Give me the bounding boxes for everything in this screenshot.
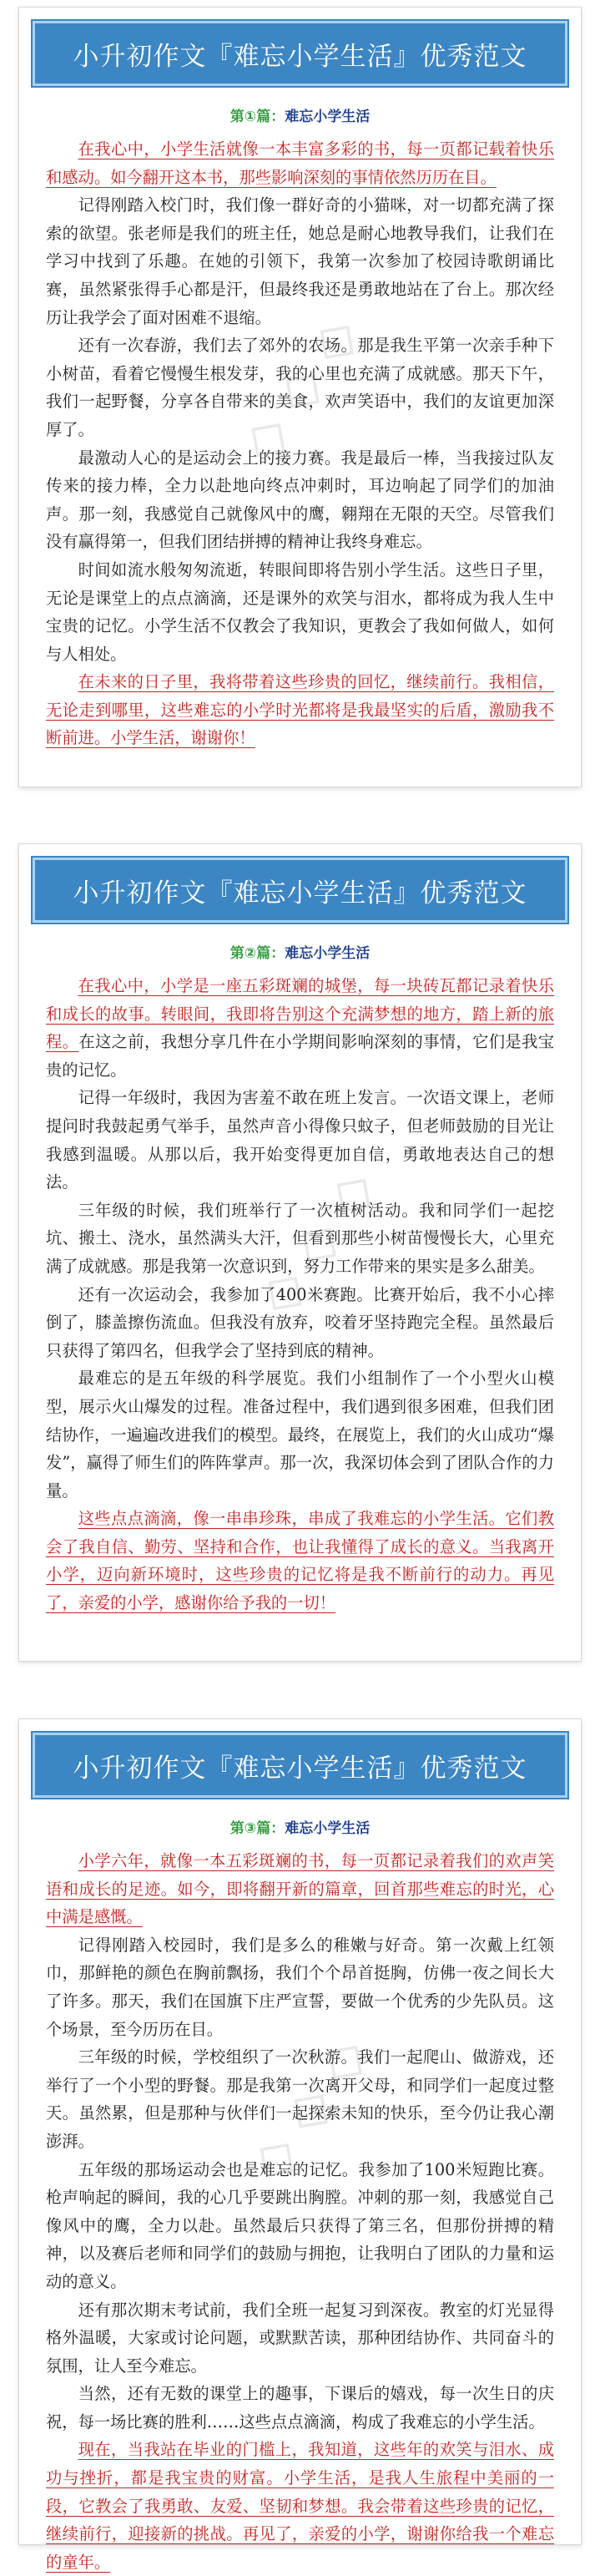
article-subtitle [31, 104, 569, 125]
paragraph: 记得刚踏入校门时，我们像一群好奇的小猫咪，对一切都充满了探索的欲望。张老师是我们的班主任，她总是耐心地教导我们，让我们在学习中找到了乐趣。在她的引领下，我第一次参加了校园诗歌朗诵比赛，虽然紧张得手心都是汗，但最终我还是勇敢地站在了台上。那次经历让我学会了面对困难不退缩。 [46, 195, 554, 327]
watermark: ◇ ◇ ◇ [236, 2026, 380, 2193]
paragraph: 最激动人心的是运动会上的接力赛。我是最后一棒，当我接过队友传来的接力棒，全力以赴地向终点冲刺时，耳边响起了同学们的加油声。那一刻，我感觉自己就像风中的鹰，翱翔在无限的天空。尽管我们没有赢得第一，但我们团结拼搏的精神让我终身难忘。 [46, 448, 554, 552]
paragraph: 还有一次春游，我们去了郊外的农场。那是我生平第一次亲手种下小树苗，看着它慢慢生根发芽，我的心里也充满了成就感。那天下午，我们一起野餐，分享各自带来的美食，欢声笑语中，我们的友谊更加深厚了。 [46, 336, 554, 439]
article-body [31, 1847, 569, 2576]
article-subtitle [31, 941, 569, 962]
article-card-2 [18, 843, 582, 1662]
article-banner: 小升初作文『难忘小学生活』优秀范文 [33, 858, 567, 923]
article-number: 第①篇： [229, 109, 285, 125]
article-subtitle [31, 1816, 569, 1837]
paragraph: 还有那次期末考试前，我们全班一起复习到深夜。教室的灯光显得格外温暖，大家或讨论问题，或默默苦读，那种团结协作、共同奋斗的氛围，让人至今难忘。 [46, 2300, 554, 2376]
article-body [31, 135, 569, 752]
article-number: 第②篇： [229, 945, 285, 962]
paragraph: 三年级的时候，学校组织了一次秋游。我们一起爬山、做游戏，还举行了一个小型的野餐。那是我第一次离开父母，和同学们一起度过整天。虽然累，但是那种与伙伴们一起探索未知的快乐，至今仍让我心潮澎湃。 [46, 2047, 554, 2151]
article-body [31, 972, 569, 1617]
paragraph: 记得一年级时，我因为害羞不敢在班上发言。一次语文课上，老师提问时我鼓起勇气举手，虽然声音小得像只蚊子，但老师鼓励的目光让我感到温暖。从那以后，我开始变得更加自信，勇敢地表达自己的想法。 [46, 1088, 554, 1192]
watermark: ◇ ◇ ◇ [245, 1159, 388, 1326]
paragraph: 三年级的时候，我们班举行了一次植树活动。我和同学们一起挖坑、搬土、浇水，虽然满头大汗，但看到那些小树苗慢慢长大，心里充满了成就感。那是我第一次意识到，努力工作带来的果实是多么甜美。 [46, 1200, 554, 1276]
article-number: 第③篇： [229, 1820, 285, 1837]
intro-highlight: 在我心中，小学是一座五彩斑斓的城堡，每一块砖瓦都记录着快乐和成长的故事。转眼间，我即将告别这个充满梦想的地方，踏上新的旅程。 [46, 976, 554, 1052]
intro-highlight: 小学六年，就像一本五彩斑斓的书，每一页都记录着我们的欢声笑语和成长的足迹。如今，即将翻开新的篇章，回首那些难忘的时光，心中满是感慨。 [46, 1851, 554, 1927]
outro-highlight: 这些点点滴滴，像一串串珍珠，串成了我难忘的小学生活。它们教会了我自信、勤劳、坚持和合作，也让我懂得了成长的意义。当我离开小学，迈向新环境时，这些珍贵的记忆将是我不断前行的动力。再见了，亲爱的小学，感谢你给予我的一切！ [46, 1509, 554, 1613]
intro-tail: 在这之前，我想分享几件在小学期间影响深刻的事情，它们是我宝贵的记忆。 [46, 1032, 555, 1080]
paragraph: 还有一次运动会，我参加了400米赛跑。比赛开始后，我不小心摔倒了，膝盖擦伤流血。但我没有放弃，咬着牙坚持跑完全程。虽然最后只获得了第四名，但我学会了坚持到底的精神。 [46, 1284, 554, 1360]
article-banner: 小升初作文『难忘小学生活』优秀范文 [33, 21, 567, 86]
paragraph: 时间如流水般匆匆流逝，转眼间即将告别小学生活。这些日子里，无论是课堂上的点点滴滴，还是课外的欢笑与泪水，都将成为我人生中宝贵的记忆。小学生活不仅教会了我知识，更教会了我如何做人，如何与人相处。 [46, 559, 554, 664]
paragraph: 记得刚踏入校园时，我们是多么的稚嫩与好奇。第一次戴上红领巾，那鲜艳的颜色在胸前飘扬，我们个个昂首挺胸，仿佛一夜之间长大了许多。那天，我们在国旗下庄严宣誓，要做一个优秀的少先队员。这个场景，至今历历在目。 [46, 1935, 554, 2039]
article-card-3 [18, 1718, 582, 2572]
paragraph: 当然，还有无数的课堂上的趣事，下课后的嬉戏，每一次生日的庆祝，每一场比赛的胜利……这些点点滴滴，构成了我难忘的小学生活。 [46, 2384, 554, 2432]
paragraph: 最难忘的是五年级的科学展览。我们小组制作了一个小型火山模型，展示火山爆发的过程。准备过程中，我们遇到很多困难，但我们团结协作，一遍遍改进我们的模型。最终，在展览上，我们的火山成功“爆发”，赢得了师生们的阵阵掌声。那一次，我深切体会到了团队合作的力量。 [46, 1369, 554, 1501]
paragraph: 五年级的那场运动会也是难忘的记忆。我参加了100米短跑比赛。枪声响起的瞬间，我的心几乎要跳出胸膛。冲刺的那一刻，我感觉自己像风中的鹰，全力以赴。虽然最后只获得了第三名，但那份拼搏的精神，以及赛后老师和同学们的鼓励与拥抱，让我明白了团队的力量和运动的意义。 [46, 2159, 554, 2291]
article-banner: 小升初作文『难忘小学生活』优秀范文 [33, 1733, 567, 1798]
article-title: 难忘小学生活 [285, 945, 371, 962]
outro-highlight: 现在，当我站在毕业的门槛上，我知道，这些年的欢笑与泪水、成功与挫折，都是我宝贵的财富。小学生活，是我人生旅程中美丽的一段，它教会了我勇敢、友爱、坚韧和梦想。我会带着这些珍贵的记忆，继续前行，迎接新的挑战。再见了，亲爱的小学，谢谢你给我一个难忘的童年。 [46, 2440, 554, 2572]
outro-highlight: 在未来的日子里，我将带着这些珍贵的回忆，继续前行。我相信，无论走到哪里，这些难忘的小学时光都将是我最坚实的后盾，激励我不断前进。小学生活，谢谢你！ [46, 672, 554, 748]
article-card-1 [18, 7, 582, 787]
article-title: 难忘小学生活 [285, 109, 371, 125]
intro-highlight: 在我心中，小学生活就像一本丰富多彩的书，每一页都记载着快乐和感动。如今翻开这本书，那些影响深刻的事情依然历历在目。 [46, 139, 554, 187]
article-title: 难忘小学生活 [285, 1820, 371, 1837]
watermark: ◇ ◇ ◇ [228, 306, 371, 473]
